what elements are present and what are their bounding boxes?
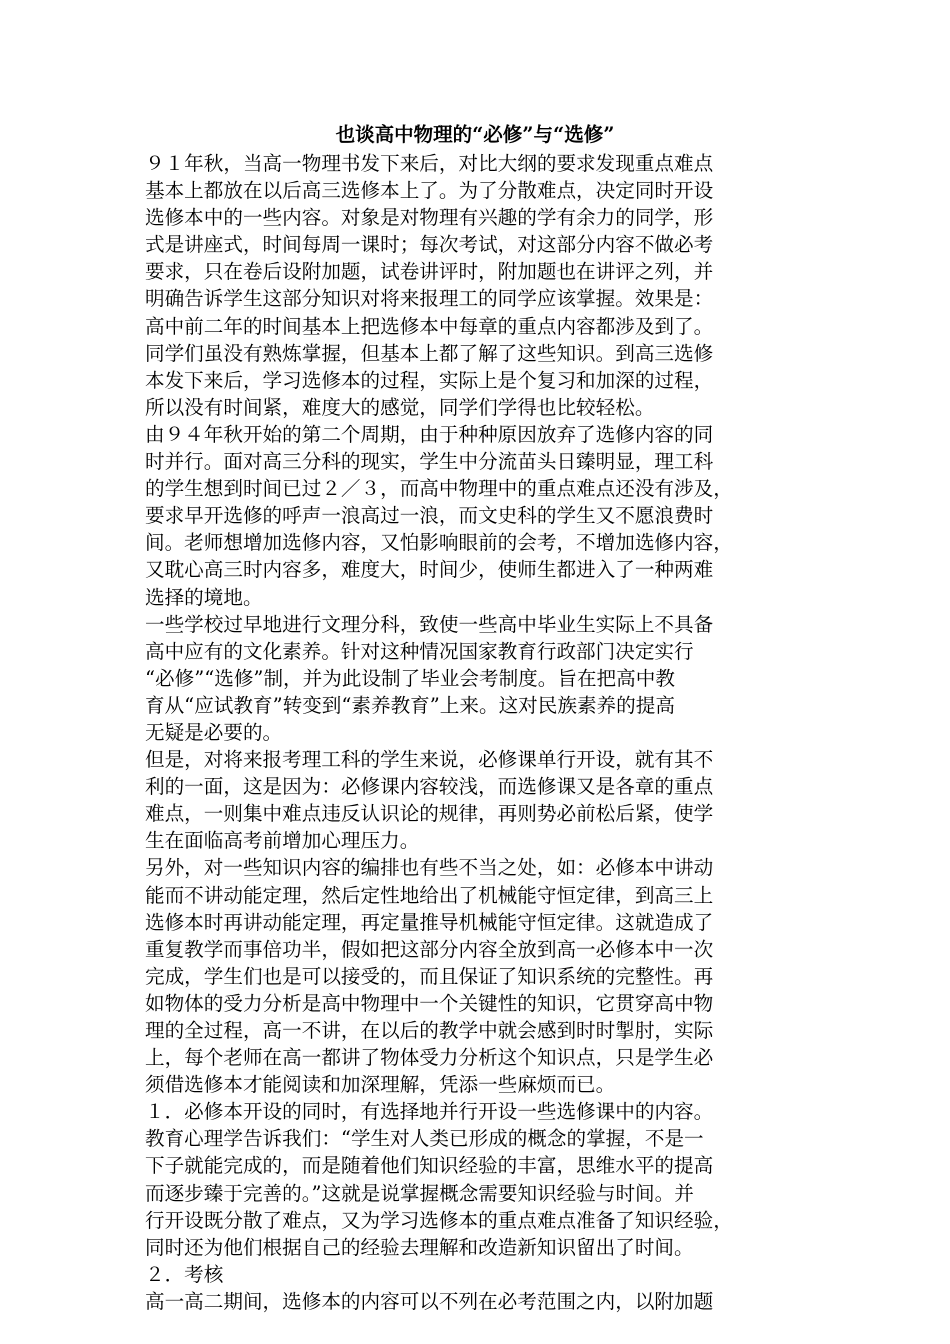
text-line: 所以没有时间紧，难度大的感觉，同学们学得也比较轻松。	[145, 395, 655, 419]
text-line: 利的一面，这是因为：必修课内容较浅，而选修课又是各章的重点	[145, 775, 714, 799]
text-line: “必修”“选修”制，并为此设制了毕业会考制度。旨在把高中教	[145, 666, 675, 690]
text-line: 由９４年秋开始的第二个周期，由于种种原因放弃了选修内容的同	[145, 422, 714, 446]
text-line: 但是，对将来报考理工科的学生来说，必修课单行开设，就有其不	[145, 748, 714, 772]
text-line: ９１年秋，当高一物理书发下来后，对比大纲的要求发现重点难点	[145, 152, 714, 175]
text-line: 行开设既分散了难点，又为学习选修本的重点难点准备了知识经验，	[145, 1208, 733, 1232]
text-line: 基本上都放在以后高三选修本上了。为了分散难点，决定同时开设	[145, 179, 714, 203]
text-line: 理的全过程，高一不讲，在以后的教学中就会感到时时掣肘，实际	[145, 1019, 714, 1042]
text-line: 难点，一则集中难点违反认识论的规律，再则势必前松后紧，使学	[145, 802, 714, 826]
text-line: 而逐步臻于完善的。”这就是说掌握概念需要知识经验与时间。并	[145, 1181, 694, 1205]
text-line: 须借选修本才能阅读和加深理解，凭添一些麻烦而已。	[145, 1073, 616, 1097]
text-line: 要求，只在卷后设附加题，试卷讲评时，附加题也在讲评之列，并	[145, 260, 714, 284]
document-body	[145, 150, 805, 1315]
text-line: 育从“应试教育”转变到“素养教育”上来。这对民族素养的提高	[145, 693, 675, 717]
text-line: 另外，对一些知识内容的编排也有些不当之处，如：必修本中讲动	[145, 856, 714, 880]
text-line: 教育心理学告诉我们：“学生对人类已形成的概念的掌握，不是一	[145, 1127, 704, 1151]
text-line: 高中应有的文化素养。针对这种情况国家教育行政部门决定实行	[145, 639, 694, 663]
text-line: 明确告诉学生这部分知识对将来报理工的同学应该掌握。效果是：	[145, 287, 714, 311]
text-line: 间。老师想增加选修内容，又怕影响眼前的会考，不增加选修内容，	[145, 531, 733, 555]
text-line: 选择的境地。	[145, 585, 263, 609]
text-line: 本发下来后，学习选修本的过程，实际上是个复习和加深的过程，	[145, 368, 714, 392]
text-line: 同时还为他们根据自己的经验去理解和改造新知识留出了时间。	[145, 1235, 694, 1259]
text-line: 如物体的受力分析是高中物理中一个关键性的知识，它贯穿高中物	[145, 991, 714, 1015]
text-line: 高中前二年的时间基本上把选修本中每章的重点内容都涉及到了。	[145, 314, 714, 338]
text-line: 完成，学生们也是可以接受的，而且保证了知识系统的完整性。再	[145, 964, 714, 988]
text-line: １．必修本开设的同时，有选择地并行开设一些选修课中的内容。	[145, 1100, 714, 1124]
text-line: 上，每个老师在高一都讲了物体受力分析这个知识点，只是学生必	[145, 1046, 714, 1070]
document-title: 也谈高中物理的“必修”与“选修”	[335, 123, 615, 146]
text-line: 又耽心高三时内容多，难度大，时间少，使师生都进入了一种两难	[145, 558, 714, 582]
text-line: ２．考核	[145, 1262, 224, 1286]
text-line: 能而不讲动能定理，然后定性地给出了机械能守恒定律，到高三上	[145, 883, 714, 907]
text-line: 选修本中的一些内容。对象是对物理有兴趣的学有余力的同学，形	[145, 206, 714, 230]
text-line: 要求早开选修的呼声一浪高过一浪，而文史科的学生又不愿浪费时	[145, 504, 714, 528]
text-line: 无疑是必要的。	[145, 720, 283, 744]
text-line: 生在面临高考前增加心理压力。	[145, 829, 420, 853]
text-line: 重复教学而事倍功半，假如把这部分内容全放到高一必修本中一次	[145, 937, 714, 961]
text-line: 高一高二期间，选修本的内容可以不列在必考范围之内，以附加题	[145, 1289, 714, 1313]
text-line: 选修本时再讲动能定理，再定量推导机械能守恒定律。这就造成了	[145, 910, 714, 934]
text-line: 时并行。面对高三分科的现实，学生中分流苗头日臻明显，理工科	[145, 450, 714, 474]
text-line: 下子就能完成的，而是随着他们知识经验的丰富，思维水平的提高	[145, 1154, 714, 1178]
text-line: 一些学校过早地进行文理分科，致使一些高中毕业生实际上不具备	[145, 612, 714, 636]
text-line: 式是讲座式，时间每周一课时；每次考试，对这部分内容不做必考	[145, 233, 714, 257]
text-line: 同学们虽没有熟炼掌握，但基本上都了解了这些知识。到高三选修	[145, 341, 714, 365]
text-line: 的学生想到时间已过２／３，而高中物理中的重点难点还没有涉及，	[145, 477, 733, 501]
